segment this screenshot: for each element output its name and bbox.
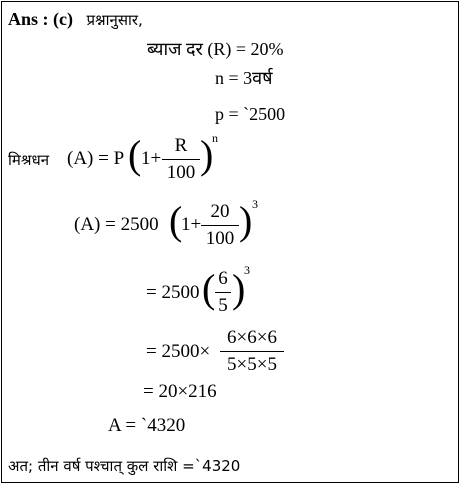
answer-label: Ans : (c) xyxy=(8,9,73,29)
step2-numerator: 6 xyxy=(218,268,228,289)
answer-intro: प्रश्नानुसार, xyxy=(86,11,143,29)
formula-label: मिश्रधन xyxy=(8,151,50,169)
formula-lhs: (A) = P xyxy=(67,148,125,169)
given-principal: p = `2500 xyxy=(215,104,286,124)
result: A = `4320 xyxy=(108,415,186,436)
step2-exponent: 3 xyxy=(244,263,250,277)
fraction-bar xyxy=(215,292,231,293)
step3-numerator: 6×6×6 xyxy=(227,327,277,348)
given-time: n = 3वर्ष xyxy=(215,68,273,88)
step2-denominator: 5 xyxy=(218,295,228,316)
formula-exponent: n xyxy=(212,131,218,145)
formula-close-paren: ) xyxy=(200,132,214,177)
step1-lhs: (A) = 2500 xyxy=(74,214,159,235)
step1-close-paren: ) xyxy=(239,198,253,243)
step2-fraction xyxy=(215,268,231,317)
step1-numerator: 20 xyxy=(210,201,230,222)
step4: = 20×216 xyxy=(143,381,217,402)
conclusion: अत; तीन वर्ष पश्चात् कुल राशि =`4320 xyxy=(8,457,241,475)
step1-one-plus: 1+ xyxy=(181,214,202,235)
step1-exponent: 3 xyxy=(252,197,258,211)
answer-line xyxy=(8,9,143,30)
formula-one-plus: 1+ xyxy=(141,148,162,169)
fraction-bar xyxy=(162,159,200,160)
fraction-bar xyxy=(220,351,284,352)
step1-denominator: 100 xyxy=(205,228,235,249)
formula-denominator: 100 xyxy=(166,162,196,183)
step1-fraction xyxy=(201,201,239,250)
given-rate: ब्याज दर (R) = 20% xyxy=(147,39,284,59)
step2-lhs: = 2500 xyxy=(146,282,200,303)
formula-numerator: R xyxy=(174,135,188,156)
step2-close-paren: ) xyxy=(232,266,246,311)
step1-open-paren: ( xyxy=(169,198,183,243)
step3-fraction xyxy=(220,327,284,376)
step3-lhs: = 2500× xyxy=(146,341,211,362)
formula-fraction xyxy=(162,135,200,184)
step3-denominator: 5×5×5 xyxy=(227,354,277,375)
fraction-bar xyxy=(201,225,239,226)
formula-open-paren: ( xyxy=(128,132,142,177)
step2-open-paren: ( xyxy=(202,266,216,311)
